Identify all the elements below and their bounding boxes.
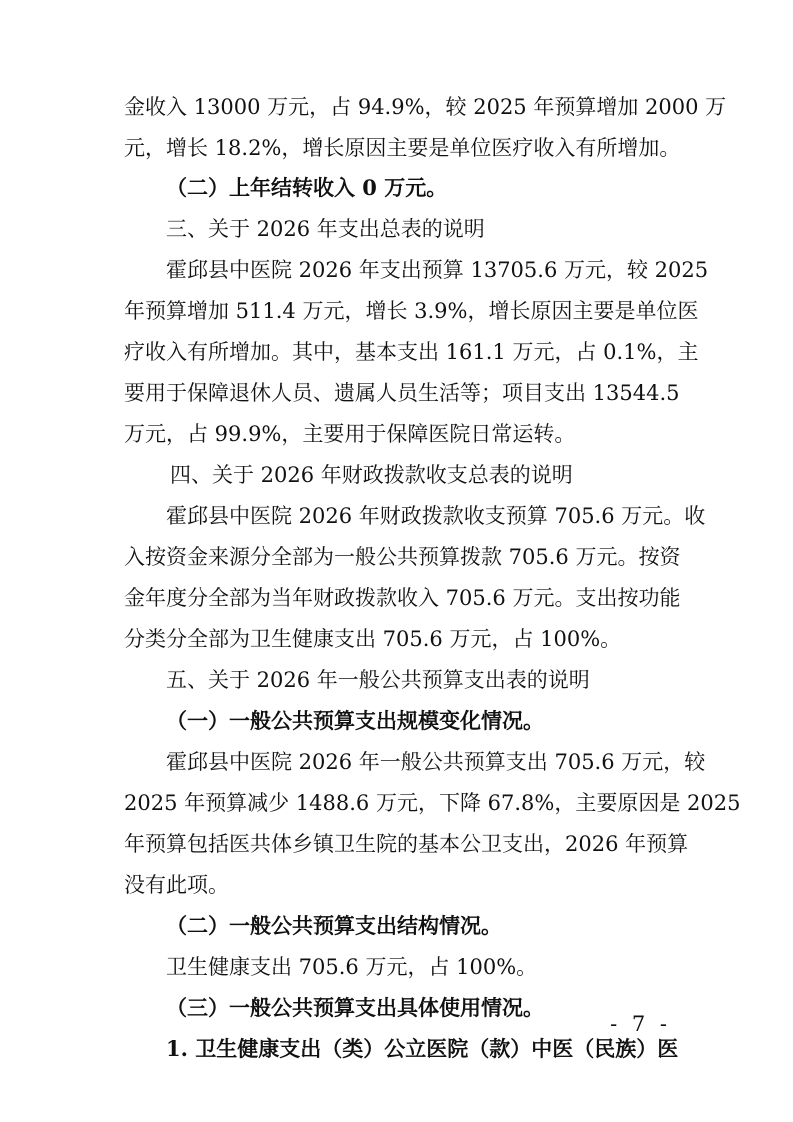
subheading-scale-change: （一）一般公共预算支出规模变化情况。 <box>166 708 544 733</box>
body-line-2: 元，增长 18.2%，增长原因主要是单位医疗收入有所增加。 <box>124 136 681 160</box>
body-line-6: 年预算增加 511.4 万元，增长 3.9%，增长原因主要是单位医 <box>124 299 699 323</box>
body-line-5: 霍邱县中医院 2026 年支出预算 13705.6 万元，较 2025 <box>166 258 709 282</box>
subheading-usage: （三）一般公共预算支出具体使用情况。 <box>166 995 544 1020</box>
body-line-20: 没有此项。 <box>124 873 229 897</box>
heading-section-4: 四、关于 2026 年财政拨款收支总表的说明 <box>170 463 573 487</box>
heading-section-3: 三、关于 2026 年支出总表的说明 <box>166 217 485 241</box>
body-line-1: 金收入 13000 万元，占 94.9%，较 2025 年预算增加 2000 万 <box>124 95 727 119</box>
subheading-structure: （二）一般公共预算支出结构情况。 <box>166 913 502 938</box>
body-line-19: 年预算包括医共体乡镇卫生院的基本公卫支出，2026 年预算 <box>124 832 689 856</box>
body-line-24: 1. 卫生健康支出（类）公立医院（款）中医（民族）医 <box>166 1036 679 1061</box>
body-line-17: 霍邱县中医院 2026 年一般公共预算支出 705.6 万元，较 <box>166 750 706 774</box>
body-line-7: 疗收入有所增加。其中，基本支出 161.1 万元，占 0.1%，主 <box>124 340 699 364</box>
body-line-9: 万元，占 99.9%，主要用于保障医院日常运转。 <box>124 422 576 446</box>
heading-section-5: 五、关于 2026 年一般公共预算支出表的说明 <box>166 668 590 692</box>
body-line-13: 金年度分全部为当年财政拨款收入 705.6 万元。支出按功能 <box>124 586 681 610</box>
body-line-14: 分类分全部为卫生健康支出 705.6 万元，占 100%。 <box>124 627 622 651</box>
page-number: - 7 - <box>610 1012 671 1036</box>
body-line-18: 2025 年预算减少 1488.6 万元，下降 67.8%，主要原因是 2025 <box>124 791 741 815</box>
body-line-8: 要用于保障退休人员、遗属人员生活等；项目支出 13544.5 <box>124 381 680 405</box>
subheading-prior-year-carryover: （二）上年结转收入 0 万元。 <box>166 175 448 200</box>
body-line-12: 入按资金来源分全部为一般公共预算拨款 705.6 万元。按资 <box>124 545 681 569</box>
body-line-22: 卫生健康支出 705.6 万元，占 100%。 <box>166 955 538 979</box>
body-line-11: 霍邱县中医院 2026 年财政拨款收支预算 705.6 万元。收 <box>166 504 706 528</box>
